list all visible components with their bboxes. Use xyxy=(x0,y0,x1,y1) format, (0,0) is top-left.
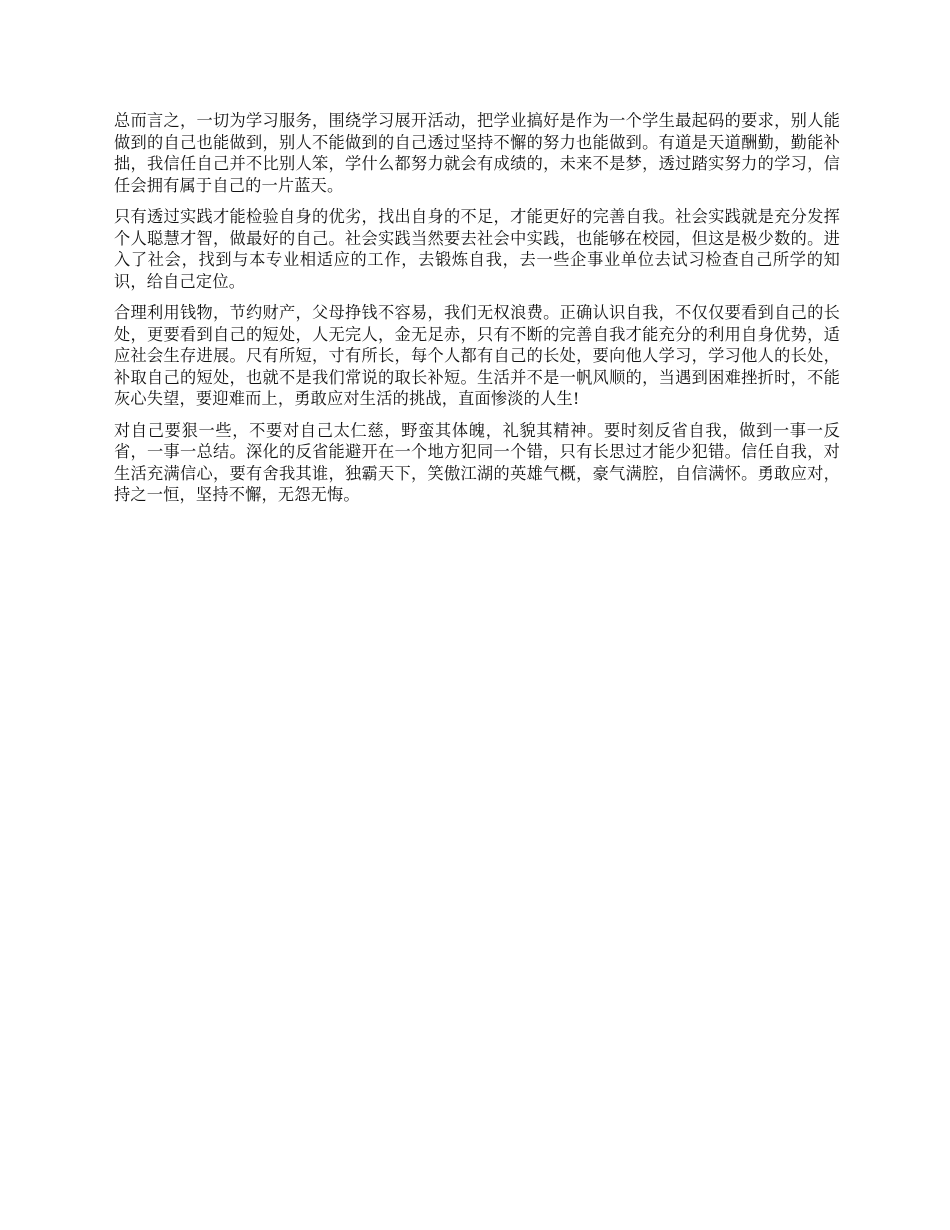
paragraph-study: 总而言之，一切为学习服务，围绕学习展开活动，把学业搞好是作为一个学生最起码的要求，别人能做到的自己也能做到，别人不能做到的自己透过坚持不懈的努力也能做到。有道是天道酬勤，勤能补拙，我信任自己并不比别人笨，学什么都努力就会有成绩的，未来不是梦，透过踏实努力的学习，信任会拥有属于自己的一片蓝天。 xyxy=(114,111,840,195)
paragraph-self-reflection: 对自己要狠一些，不要对自己太仁慈，野蛮其体魄，礼貌其精神。要时刻反省自我，做到一事一反省，一事一总结。深化的反省能避开在一个地方犯同一个错，只有长思过才能少犯错。信任自我，对生活充满信心，要有舍我其谁，独霸天下，笑傲江湖的英雄气概，豪气满腔，自信满怀。勇敢应对，持之一恒，坚持不懈，无怨无悔。 xyxy=(114,420,840,504)
paragraph-self-knowledge: 合理利用钱物，节约财产，父母挣钱不容易，我们无权浪费。正确认识自我，不仅仅要看到自己的长处，更要看到自己的短处，人无完人，金无足赤，只有不断的完善自我才能充分的利用自身优势，适应社会生存进展。尺有所短，寸有所长，每个人都有自己的长处，要向他人学习，学习他人的长处，补取自己的短处，也就不是我们常说的取长补短。生活并不是一帆风顺的，当遇到困难挫折时，不能灰心失望，要迎难而上，勇敢应对生活的挑战，直面惨淡的人生! xyxy=(114,303,840,408)
document-body xyxy=(114,110,840,516)
paragraph-practice: 只有透过实践才能检验自身的优劣，找出自身的不足，才能更好的完善自我。社会实践就是充分发挥个人聪慧才智，做最好的自己。社会实践当然要去社会中实践，也能够在校园，但这是极少数的。进入了社会，找到与本专业相适应的工作，去锻炼自我，去一些企事业单位去试习检查自己所学的知识，给自己定位。 xyxy=(114,207,840,291)
